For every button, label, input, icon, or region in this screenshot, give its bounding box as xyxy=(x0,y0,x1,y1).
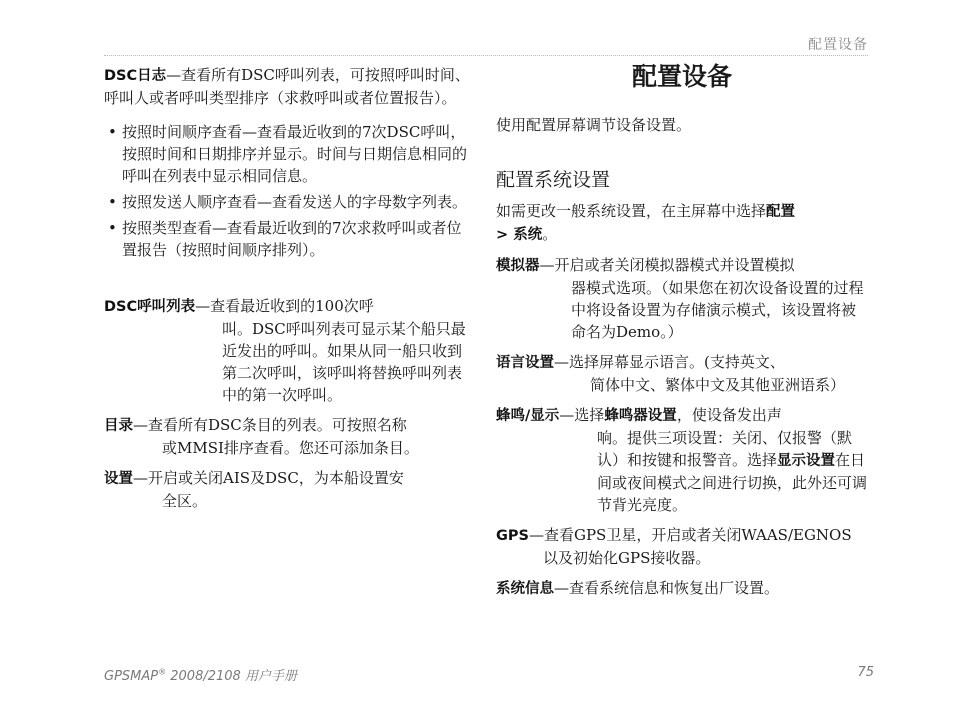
bullet-item: • 按照时间顺序查看—查看最近收到的7次DSC呼叫，按照时间和日期排序并显示。时间与日期信息相同的呼叫在列表中显示相同信息。 xyxy=(104,121,470,187)
header-rule xyxy=(104,55,868,56)
system-info-line xyxy=(496,577,868,600)
directory-first-line xyxy=(104,414,470,437)
footer-product-name: GPSMAP xyxy=(104,669,159,684)
language-entry xyxy=(496,351,868,396)
system-info-text: —查看系统信息和恢复出厂设置。 xyxy=(554,579,780,597)
section-intro-end: 。 xyxy=(542,225,558,243)
dsc-call-list-first-line xyxy=(104,295,470,318)
setup-first-line xyxy=(104,467,470,490)
directory-term: 目录 xyxy=(104,418,133,434)
beeper-first-line xyxy=(496,404,868,427)
beeper-setting-term: 蜂鸣器设置 xyxy=(604,408,677,424)
beeper-text-first-a: —选择 xyxy=(559,406,605,424)
section-title: 配置系统设置 xyxy=(496,169,611,191)
section-intro-path1: 配置 xyxy=(766,204,796,220)
beeper-text-rest-a: 响。提供三项设置：关闭、仅报警（默认）和按键和报警音。选择 xyxy=(597,429,853,469)
page-title: 配置设备 xyxy=(631,62,732,91)
gps-text-rest: 以及初始化GPS接收器。 xyxy=(543,549,711,567)
system-info-entry xyxy=(496,577,868,600)
bullet-item: • 按照发送人顺序查看—查看发送人的字母数字列表。 xyxy=(104,191,470,213)
section-intro xyxy=(496,200,868,246)
setup-entry xyxy=(104,467,470,512)
footer-product-rest: 2008/2108 用户手册 xyxy=(166,669,297,684)
running-head: 配置设备 xyxy=(808,37,868,53)
language-text-first: —选择屏幕显示语言。(支持英文、 xyxy=(554,353,785,371)
dsc-log-bullets xyxy=(104,121,470,261)
registered-mark: ® xyxy=(158,667,167,677)
system-info-term: 系统信息 xyxy=(496,581,554,597)
language-text-rest: 简体中文、繁体中文及其他亚洲语系） xyxy=(590,376,846,394)
beeper-text-first-b: ，使设备发出声 xyxy=(676,406,782,424)
dsc-log-text: —查看所有DSC呼叫列表，可按照呼叫时间、呼叫人或者呼叫类型排序（求救呼叫或者位置报告）。 xyxy=(104,66,470,107)
gps-first-line xyxy=(496,524,868,547)
display-setting-term: 显示设置 xyxy=(777,453,836,469)
directory-entry xyxy=(104,414,470,459)
dsc-log-paragraph xyxy=(104,64,470,109)
beeper-term: 蜂鸣/显示 xyxy=(496,408,560,424)
simulator-text-rest: 器模式选项。（如果您在初次设备设置的过程中将设备设置为存储演示模式，该设置将被命名为Demo。） xyxy=(571,279,864,341)
footer-product xyxy=(104,665,297,684)
section-intro-path2: > 系统 xyxy=(496,227,543,243)
language-first-line xyxy=(496,351,868,374)
simulator-term: 模拟器 xyxy=(496,258,540,274)
language-term: 语言设置 xyxy=(496,355,554,371)
right-column xyxy=(496,60,868,608)
simulator-first-line xyxy=(496,254,868,277)
gps-term: GPS xyxy=(496,528,529,544)
dsc-call-list-text-rest: 叫。DSC呼叫列表可显示某个船只最近发出的呼叫。如果从同一船只收到第二次呼叫，该呼叫将替换呼叫列表中的第一次呼叫。 xyxy=(222,320,466,404)
bullet-item: • 按照类型查看—查看最近收到的7次求救呼叫或者位置报告（按照时间顺序排列）。 xyxy=(104,217,470,261)
dsc-log-term: DSC日志 xyxy=(104,68,167,84)
beeper-text-rest xyxy=(496,427,868,516)
beeper-entry xyxy=(496,404,868,516)
left-column xyxy=(104,64,470,520)
setup-term: 设置 xyxy=(104,471,133,487)
dsc-call-list-term: DSC呼叫列表 xyxy=(104,299,196,315)
gps-entry xyxy=(496,524,868,569)
directory-text-rest: 或MMSI排序查看。您还可添加条目。 xyxy=(162,439,419,457)
page-number: 75 xyxy=(857,665,874,680)
dsc-call-list-entry xyxy=(104,295,470,406)
dsc-log-entry xyxy=(104,64,470,261)
gps-text-first: —查看GPS卫星，开启或者关闭WAAS/EGNOS xyxy=(528,526,852,544)
intro-text: 使用配置屏幕调节设备设置。 xyxy=(496,116,692,134)
simulator-entry xyxy=(496,254,868,343)
directory-text-first: —查看所有DSC条目的列表。可按照名称 xyxy=(133,416,407,434)
beeper-text-rest-b: 在日间或夜间模式之间进行切换，此外还可调节背光亮度。 xyxy=(597,451,868,514)
setup-text-rest: 全区。 xyxy=(162,492,208,510)
simulator-text-first: —开启或者关闭模拟器模式并设置模拟 xyxy=(539,256,795,274)
setup-text-first: —开启或关闭AIS及DSC，为本船设置安 xyxy=(133,469,404,487)
section-intro-text: 如需更改一般系统设置，在主屏幕中选择 xyxy=(496,202,767,220)
dsc-call-list-text-first: —查看最近收到的100次呼 xyxy=(195,297,374,315)
